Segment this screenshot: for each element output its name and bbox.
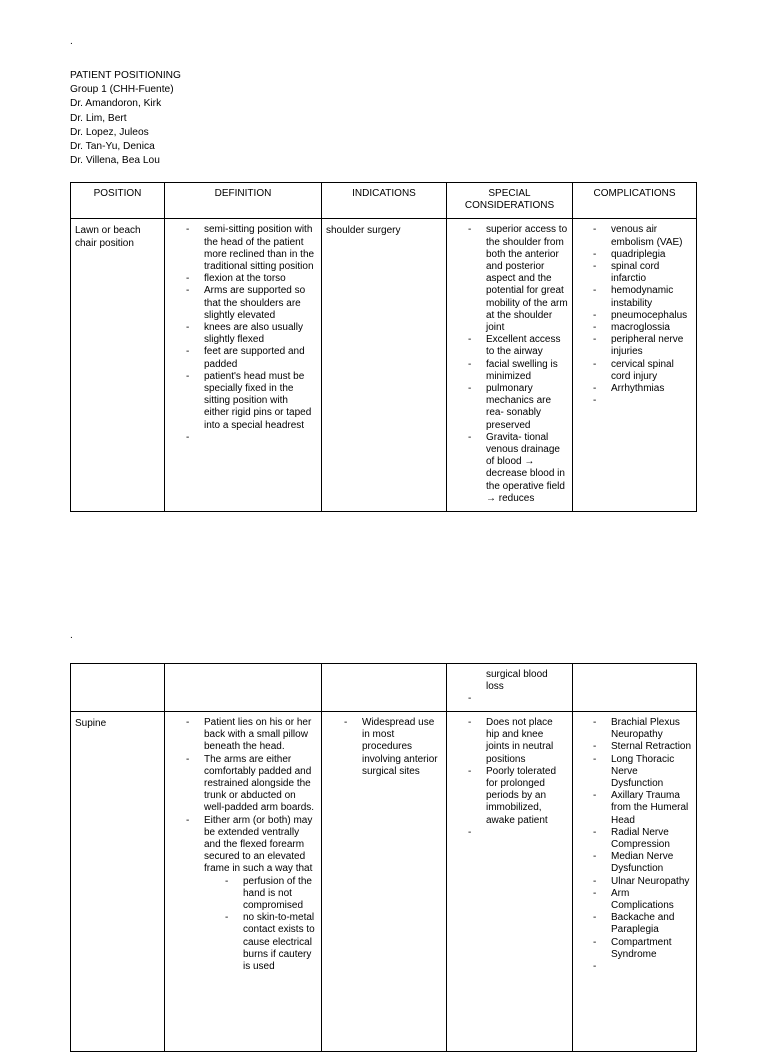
sub-list-item: - no skin-to-metal contact exists to cause electrical burns if cautery is used — [243, 912, 315, 973]
definition-list — [165, 712, 321, 973]
empty-list-item — [486, 693, 568, 705]
list-item: - venous air embolism (VAE) — [611, 224, 692, 248]
document-title: PATIENT POSITIONING — [70, 70, 181, 81]
header-complications: COMPLICATIONS — [573, 183, 697, 219]
sub-list-item: - perfusion of the hand is not compromised — [243, 876, 315, 913]
header-indications: INDICATIONS — [322, 183, 447, 219]
list-item: - feet are supported and padded — [204, 346, 315, 370]
list-item: - spinal cord infarctio — [611, 261, 692, 285]
empty-list-item — [204, 432, 315, 444]
complications-list — [573, 219, 696, 407]
list-item: - Arms are supported so that the shoulders are slightly elevated — [204, 285, 315, 322]
list-item: - Widespread use in most procedures involving anterior surgical sites — [362, 717, 440, 778]
empty-cell — [71, 664, 165, 712]
author-line: Dr. Amandoron, Kirk — [70, 98, 162, 110]
list-item: - flexion at the torso — [204, 273, 315, 285]
empty-list-item — [611, 395, 692, 407]
list-item: - Excellent access to the airway — [486, 334, 568, 358]
list-item: - Brachial Plexus Neuropathy — [611, 717, 692, 741]
table-header-row — [71, 183, 697, 219]
empty-cell — [165, 664, 322, 712]
complications-cell — [573, 712, 697, 1052]
list-item: - pulmonary mechanics are rea- sonably preserved — [486, 383, 568, 432]
list-item: - facial swelling is minimized — [486, 359, 568, 383]
list-item: - Does not place hip and knee joints in neutral positions — [486, 717, 568, 766]
table-row — [71, 219, 697, 512]
list-item — [204, 815, 315, 974]
definition-cell — [165, 219, 322, 512]
header-special-considerations: SPECIAL CONSIDERATIONS — [447, 183, 573, 219]
definition-cell — [165, 712, 322, 1052]
list-item: - Gravita- tional venous drainage of blood → decrease blood in the operative field → reduces — [486, 432, 568, 505]
empty-cell — [573, 664, 697, 712]
list-item: - Poorly tolerated for prolonged periods by an immobilized, awake patient — [486, 766, 568, 827]
page-marker: . — [70, 630, 73, 641]
empty-list-item — [486, 827, 568, 839]
indications-text: shoulder surgery — [326, 225, 401, 237]
page-marker: . — [70, 36, 73, 47]
indications-cell — [322, 712, 447, 1052]
header-position: POSITION — [71, 183, 165, 219]
special-considerations-list — [447, 219, 572, 505]
complications-cell — [573, 219, 697, 512]
special-considerations-continued-cell — [447, 664, 573, 712]
list-item: - Axillary Trauma from the Humeral Head — [611, 790, 692, 827]
list-item: - Long Thoracic Nerve Dysfunction — [611, 754, 692, 791]
definition-sublist — [204, 876, 315, 974]
list-item: - peripheral nerve injuries — [611, 334, 692, 358]
list-item: - The arms are either comfortably padded and restrained alongside the trunk or abducted on well-padded arm boards. — [204, 754, 315, 815]
continued-list — [447, 693, 572, 705]
special-considerations-cell — [447, 712, 573, 1052]
author-line: Dr. Lim, Bert — [70, 112, 127, 124]
list-item: - Arrhythmias — [611, 383, 692, 395]
list-item: - pneumocephalus — [611, 310, 692, 322]
special-considerations-list — [447, 712, 572, 839]
position-text: Supine — [75, 718, 107, 729]
continued-text: surgical blood loss — [486, 669, 548, 693]
author-line: Dr. Lopez, Juleos — [70, 126, 149, 138]
header-definition: DEFINITION — [165, 183, 322, 219]
list-item: - hemodynamic instability — [611, 285, 692, 309]
list-item: - macroglossia — [611, 322, 692, 334]
list-item-text: Either arm (or both) may be extended ventrally and the flexed forearm secured to an elevated frame in such a way that — [204, 814, 313, 875]
list-item: - Ulnar Neuropathy — [611, 876, 692, 888]
list-item: - knees are also usually slightly flexed — [204, 322, 315, 346]
continuation-row — [71, 664, 697, 712]
list-item: - superior access to the shoulder from both the anterior and posterior aspect and the potential for great mobility of the arm at the shoulder joint — [486, 224, 568, 334]
group-line: Group 1 (CHH-Fuente) — [70, 84, 174, 96]
document-header — [70, 69, 181, 168]
list-item: - Patient lies on his or her back with a small pillow beneath the head. — [204, 717, 315, 754]
list-item: - Median Nerve Dysfunction — [611, 851, 692, 875]
positioning-table — [70, 182, 697, 512]
indications-cell — [322, 219, 447, 512]
definition-list — [165, 219, 321, 443]
positioning-table-continued — [70, 663, 697, 1052]
table-row — [71, 712, 697, 1052]
position-text: Lawn or beach chair position — [75, 225, 141, 249]
list-item: - Arm Complications — [611, 888, 692, 912]
list-item: - Sternal Retraction — [611, 741, 692, 753]
position-cell — [71, 219, 165, 512]
special-considerations-cell — [447, 219, 573, 512]
list-item: - quadriplegia — [611, 249, 692, 261]
indications-list — [322, 712, 446, 778]
list-item: - patient's head must be specially fixed in the sitting position with either rigid pins or taped into a special headrest — [204, 371, 315, 432]
author-line: Dr. Tan-Yu, Denica — [70, 140, 155, 152]
list-item: - Compartment Syndrome — [611, 937, 692, 961]
list-item: - Radial Nerve Compression — [611, 827, 692, 851]
position-cell — [71, 712, 165, 1052]
complications-list — [573, 712, 696, 973]
author-line: Dr. Villena, Bea Lou — [70, 155, 160, 167]
list-item: - cervical spinal cord injury — [611, 359, 692, 383]
list-item: - Backache and Paraplegia — [611, 912, 692, 936]
empty-cell — [322, 664, 447, 712]
empty-list-item — [611, 961, 692, 973]
list-item: - semi-sitting position with the head of the patient more reclined than in the traditional sitting position — [204, 224, 315, 273]
